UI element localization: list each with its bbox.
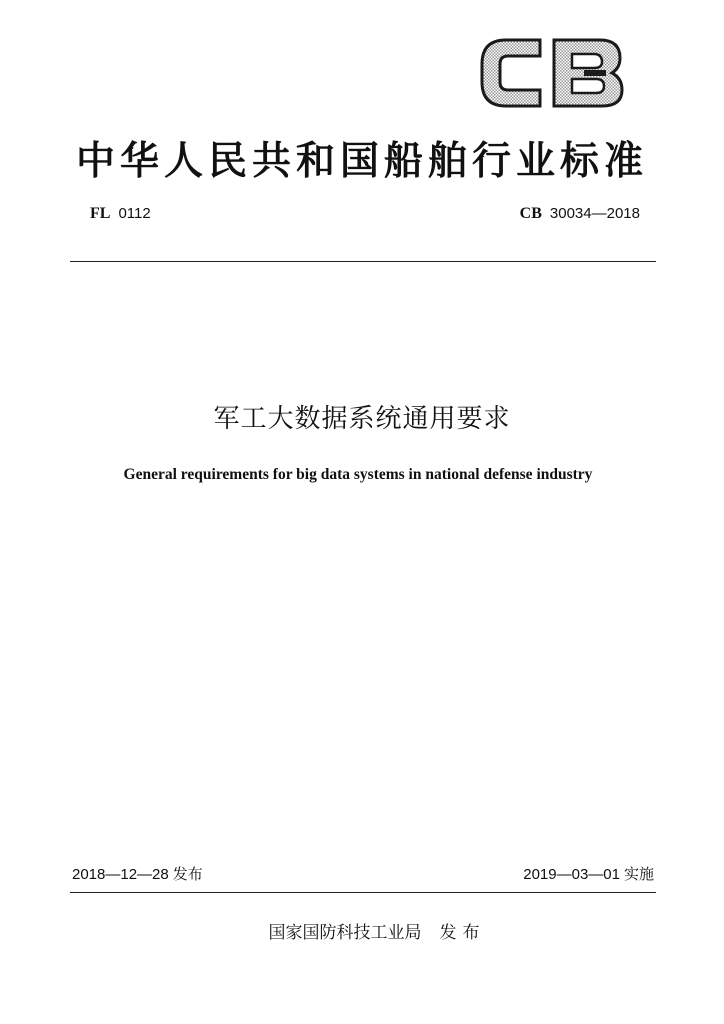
standard-prefix: CB xyxy=(519,205,542,222)
implement-label: 实施 xyxy=(623,865,654,883)
footer-divider xyxy=(70,892,656,893)
standard-code xyxy=(520,205,640,223)
cb-logo xyxy=(476,34,626,112)
standard-number: 30034—2018 xyxy=(549,205,640,222)
header-divider xyxy=(70,261,656,262)
classification-code xyxy=(90,205,151,223)
issue-label: 发布 xyxy=(172,865,203,883)
standard-category-title: 中华人民共和国船舶行业标准 xyxy=(75,139,648,184)
document-title-english: General requirements for big data systems in national defense industry xyxy=(123,466,593,483)
document-title-chinese: 军工大数据系统通用要求 xyxy=(213,404,511,434)
issue-date: 2018—12—28 xyxy=(72,866,169,883)
classification-number: 0112 xyxy=(118,205,151,222)
publish-action: 发布 xyxy=(439,923,486,943)
implement-date-block xyxy=(523,863,654,884)
implement-date: 2019—03—01 xyxy=(523,866,620,883)
issue-date-block xyxy=(72,863,203,884)
cb-logo-icon xyxy=(476,34,626,112)
classification-prefix: FL xyxy=(90,205,111,222)
publisher-name: 国家国防科技工业局 xyxy=(268,923,422,943)
publisher-line xyxy=(0,918,724,943)
